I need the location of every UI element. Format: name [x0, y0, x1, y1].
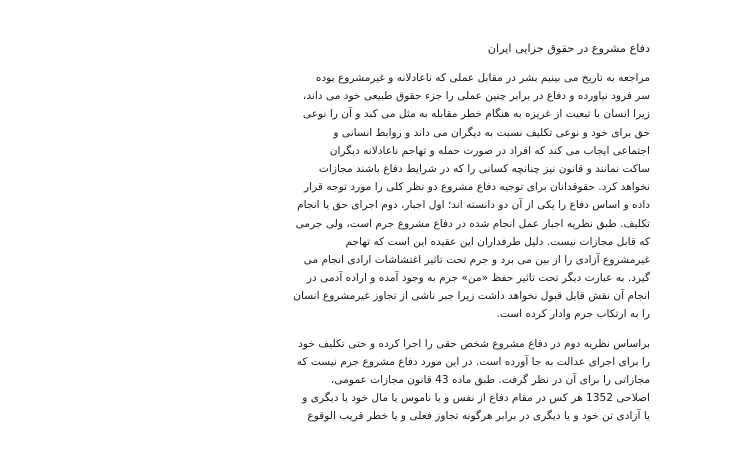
paragraph-1 [90, 69, 650, 324]
text-line: انجام آن نقش قابل قبول نخواهد داشت زیرا جبر ناشی از تجاوز غیرمشروع انسان [293, 290, 650, 303]
text-line: اصلاحی 1352 هر کس در مقام دفاع از نفس و یا ناموس یا مال خود یا دیگری و [302, 392, 650, 405]
text-line: براساس نظریه دوم در دفاع مشروع شخص حقی را اجرا کرده و حتی تکلیف خود [298, 337, 650, 350]
text-line: ساکت نمانند و قانون نیز چنانچه کسانی را که در شرایط دفاع باشند مجازات [318, 162, 650, 175]
text-line: گیرد. به عبارت دیگر تحت تاثیر حفظ «من» جرم به وجود آمده و اراده آدمی در [306, 272, 650, 285]
text-line: غیرمشروع آزادی را از بین می برد و جرم تحت تاثیر اغتشاشات ارادی انجام می [303, 253, 650, 266]
text-line: حق برای خود و نوعی تکلیف نسبت به دیگران می داند و روابط انسانی و [333, 126, 650, 139]
document-body [90, 40, 650, 426]
text-line: مجازاتی را برای آن در نظر گرفت. طبق ماده 43 قانون مجازات عمومی، [330, 374, 650, 386]
document-title: دفاع مشروع در حقوق جزایی ایران [487, 42, 650, 55]
paragraph-2 [90, 335, 650, 426]
text-line: نخواهد کرد. حقوقدانان برای توجیه دفاع مشروع دو نظر کلی را مورد توجه قرار [304, 181, 650, 194]
text-line: مراجعه به تاریخ می بینیم بشر در مقابل عملی که ناعادلانه و غیرمشروع بوده [315, 72, 650, 84]
text-line: یا آزادی تن خود و یا دیگری در برابر هرگونه تجاوز فعلی و یا خطر قریب الوقوع [307, 410, 650, 423]
text-line: زیرا انسان با تبعیت از غریزه به هنگام خطر مقابله به مثل می کند و آن را نوعی [302, 108, 650, 121]
text-line: را برای اجرای عدالت به جا آورده است. در این مورد دفاع مشروع جرم نیست که [296, 355, 650, 368]
text-line: اجتماعی ایجاب می کند که افراد در صورت حمله و تهاجم ناعادلانه دیگران [329, 144, 650, 157]
text-line: که قابل مجازات نیست. دلیل طرفداران این عقیده این است که تهاجم [345, 235, 650, 248]
text-line: تکلیف. طبق نظریه اجبار عمل انجام شده در دفاع مشروع جرم است، ولی جرمی [295, 217, 650, 230]
text-line: داده و اساس دفاع را یکی از آن دو دانسته اند؛ اول اجبار، دوم اجرای حق یا انجام [297, 199, 650, 212]
text-line: سر فرود نیاورده و دفاع در برابر چنین عملی را جزء حقوق طبیعی خود می داند، [302, 90, 650, 103]
text-line: را به ارتکاب جرم وادار کرده است. [496, 308, 650, 321]
